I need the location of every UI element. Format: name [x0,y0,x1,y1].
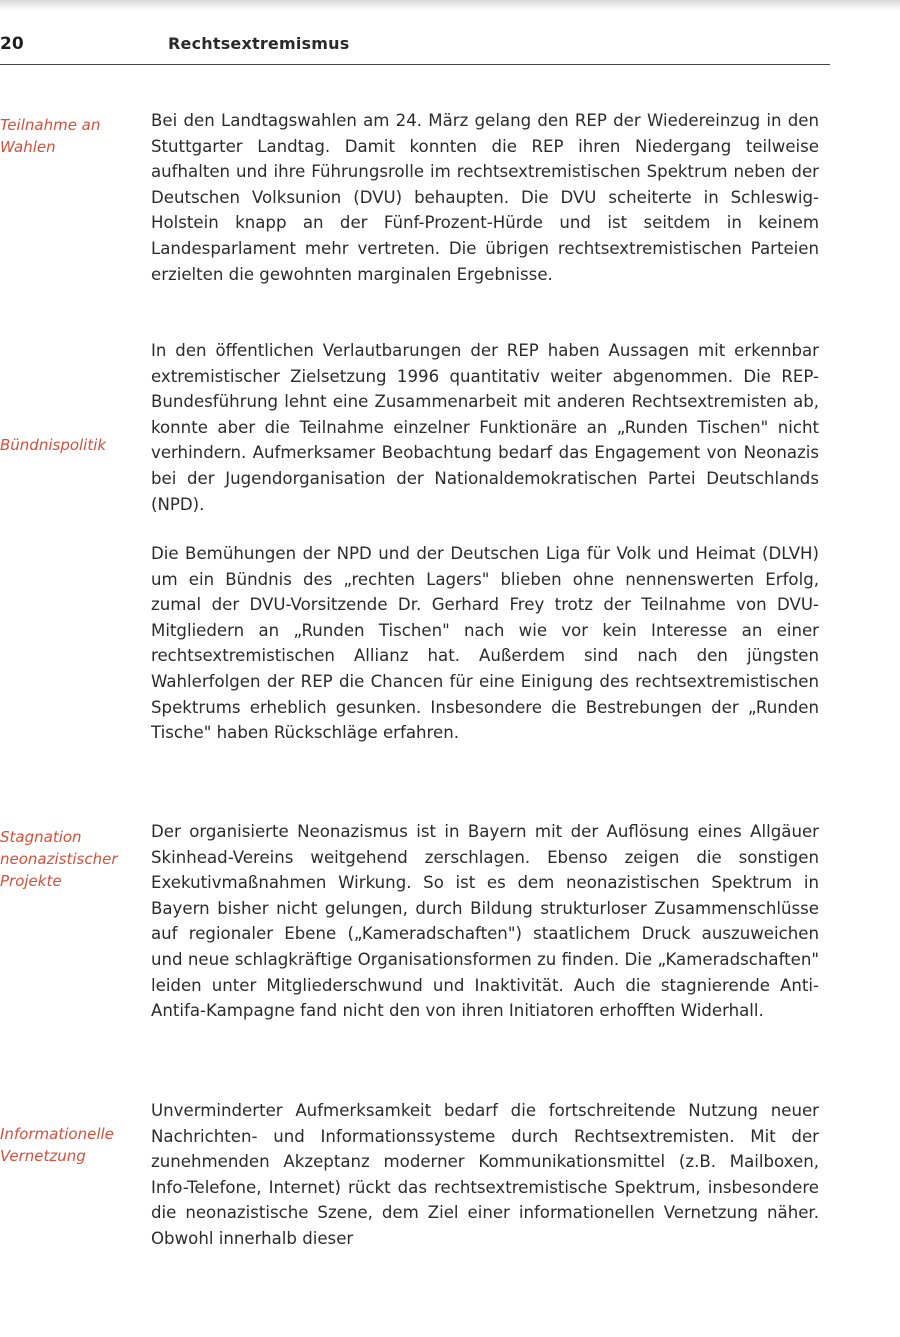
margin-note-buendnispolitik: Bündnispolitik [0,436,107,454]
paragraph-verlautbarungen: In den öffentlichen Verlautbarungen der REP haben Aussagen mit erkennbar extremistischer Zielsetzung 1996 quantitativ weiter abgenommen. Die REP-Bundesführung lehnt eine Zusammenarbeit mit anderen Rechtsextremisten ab, konnte aber die Teilnahme einzelner Funktionäre an „Runden Tischen" nicht verhindern. Aufmerksamer Beobachtung bedarf das Engagement von Neonazis bei der Jugendorganisation der Nationaldemokratischen Partei Deutschlands (NPD). [151,341,819,514]
paragraph-buendnis: Die Bemühungen der NPD und der Deutschen Liga für Volk und Heimat (DLVH) um ein Bündnis des „rechten Lagers" blieben ohne nennenswerten Erfolg, zumal der DVU-Vorsitzende Dr. Gerhard Frey trotz der Teilnahme von DVU-Mitgliedern an „Runden Tischen" nach wie vor kein Interesse an einer rechtsextremistischen Allianz hat. Außerdem sind nach den jüngsten Wahlerfolgen der REP die Chancen für eine Einigung des rechtsextremistischen Spektrums erheblich gesunken. Insbesondere die Bestrebungen der „Runden Tische" haben Rückschläge erfahren. [151,544,819,743]
scan-shadow [0,0,900,12]
margin-note-teilnahme: Teilnahme an Wahlen [0,116,101,156]
paragraph-informationssysteme: Unverminderter Aufmerksamkeit bedarf die fortschreitende Nutzung neuer Nachrichten- und Informationssysteme durch Rechtsextremisten. Mit der zunehmenden Akzeptanz moderner Kommunikationsmittel (z.B. Mailboxen, Info-Telefone, Internet) rückt das rechtsextremistische Spektrum, insbesondere die neonazistische Szene, dem Ziel einer informationellen Vernetzung näher. Obwohl innerhalb dieser [151,1101,819,1248]
header-rule [0,64,830,65]
running-title: Rechtsextremismus [168,34,350,53]
page-header [0,34,830,64]
margin-note-stagnation: Stagnation neonazistischer Projekte [0,828,118,890]
paragraph-neonazismus: Der organisierte Neonazismus ist in Bayern mit der Auflösung eines Allgäuer Skinhead-Vereins weitgehend zerschlagen. Ebenso zeigen die sonstigen Exekutivmaßnahmen Wirkung. So ist es dem neonazistischen Spektrum in Bayern bisher nicht gelungen, durch Bildung strukturloser Zusammenschlüsse auf regionaler Ebene („Kameradschaften") staatlichem Druck auszuweichen und neue schlagkräftige Organisationsformen zu finden. Die „Kameradschaften" leiden unter Mitgliederschwund und Inaktivität. Auch die stagnierende Anti-Antifa-Kampagne fand nicht den von ihren Initiatoren erhofften Widerhall. [151,822,819,1021]
paragraph-wahlen: Bei den Landtagswahlen am 24. März gelang den REP der Wiedereinzug in den Stuttgarter Landtag. Damit konnten die REP ihren Niedergang teilweise aufhalten und ihre Führungsrolle im rechtsextremistischen Spektrum neben der Deutschen Volksunion (DVU) behaupten. Die DVU scheiterte in Schleswig-Holstein knapp an der Fünf-Prozent-Hürde und ist seitdem in keinem Landesparlament mehr vertreten. Die übrigen rechtsextremistischen Parteien erzielten die gewohnten marginalen Ergebnisse. [151,111,819,284]
margin-note-vernetzung: Informationelle Vernetzung [0,1125,114,1165]
page-number: 20 [0,34,24,54]
